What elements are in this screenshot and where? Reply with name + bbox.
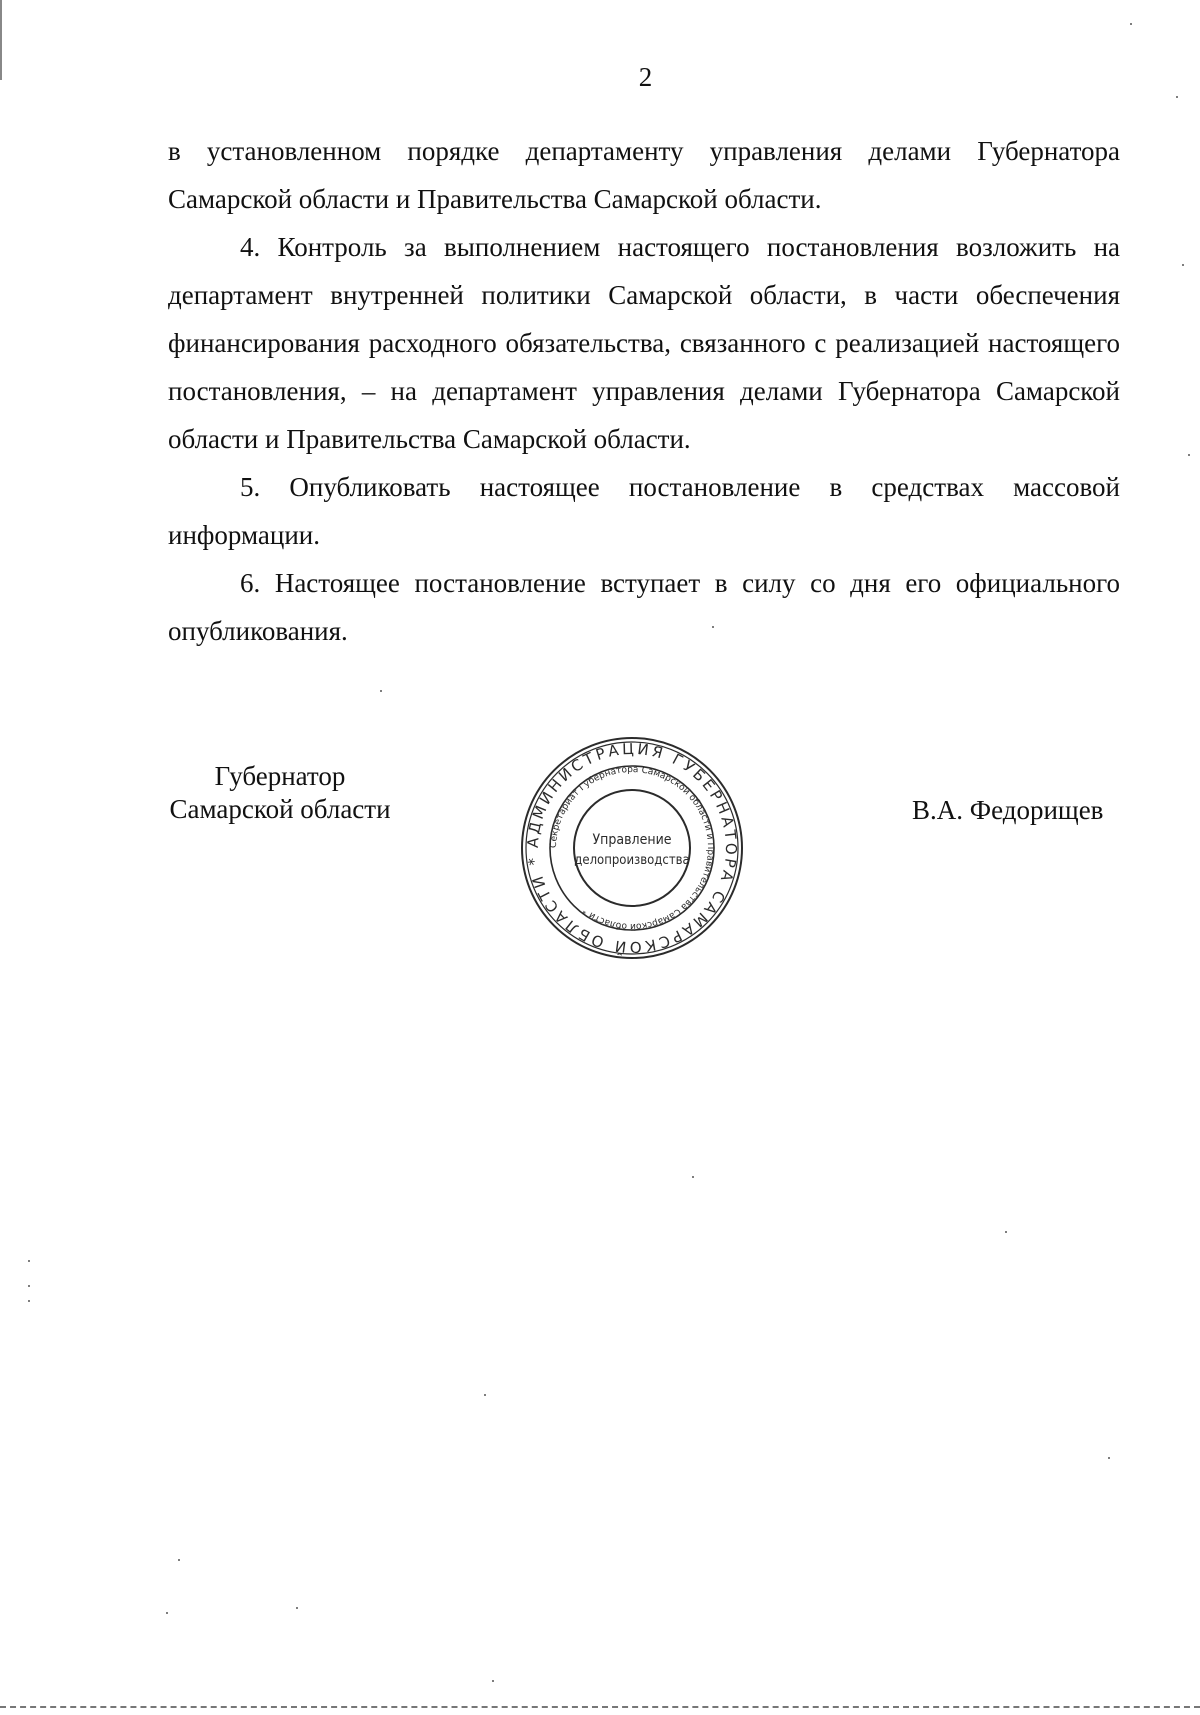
seal-icon: [518, 734, 746, 962]
scan-speck: [1108, 1457, 1110, 1459]
scan-speck: [28, 1300, 30, 1302]
scan-speck: [296, 1607, 298, 1609]
seal-center-line2: делопроизводства: [574, 853, 690, 868]
paragraph-continuation: в установленном порядке департаменту управления делами Губернатора Самарской области и Правительства Самарской области.: [168, 136, 1120, 214]
official-seal: [518, 734, 746, 962]
scan-speck: [178, 1559, 180, 1561]
signatory-title-line2: Самарской области: [169, 794, 391, 824]
scan-speck: [712, 626, 714, 628]
seal-inner-text: Секретариат Губернатора Самарской области и Правительства Самарской области *: [548, 764, 716, 932]
scan-speck: [1182, 264, 1184, 266]
scan-speck: [1005, 1231, 1007, 1233]
scan-speck: [28, 1260, 30, 1262]
scan-speck: [484, 1394, 486, 1396]
page-number: 2: [638, 62, 653, 92]
scan-speck: [1176, 96, 1178, 98]
seal-outer-text: АДМИНИСТРАЦИЯ ГУБЕРНАТОРА САМАРСКОЙ ОБЛАСТИ *: [523, 739, 741, 957]
paragraph-item-6: 6. Настоящее постановление вступает в силу со дня его официального опубликования.: [168, 568, 1120, 646]
paragraph-item-4: 4. Контроль за выполнением настоящего постановления возложить на департамент внутренней политики Самарской области, в части обеспечения финансирования расходного обязательства, связанного с реализацией настоящего постановления, – на департамент управления делами Губернатора Самарской области и Правительства Самарской области.: [168, 232, 1120, 454]
scan-speck: [380, 690, 382, 692]
scan-speck: [28, 1285, 30, 1287]
paragraph-item-5: 5. Опубликовать настоящее постановление в средствах массовой информации.: [168, 472, 1120, 550]
signatory-title: [150, 760, 410, 826]
scan-speck: [166, 1612, 168, 1614]
scan-bottom-edge: [0, 1706, 1200, 1708]
seal-center-line1: Управление: [592, 832, 672, 848]
scan-speck: [1188, 454, 1190, 456]
signatory-title-line1: Губернатор: [214, 761, 346, 791]
document-body: [168, 127, 1120, 655]
signatory-name: В.А. Федорищев: [912, 795, 1104, 825]
scan-speck: [692, 1176, 694, 1178]
scan-speck: [492, 1680, 494, 1682]
scan-speck: [1130, 23, 1132, 25]
